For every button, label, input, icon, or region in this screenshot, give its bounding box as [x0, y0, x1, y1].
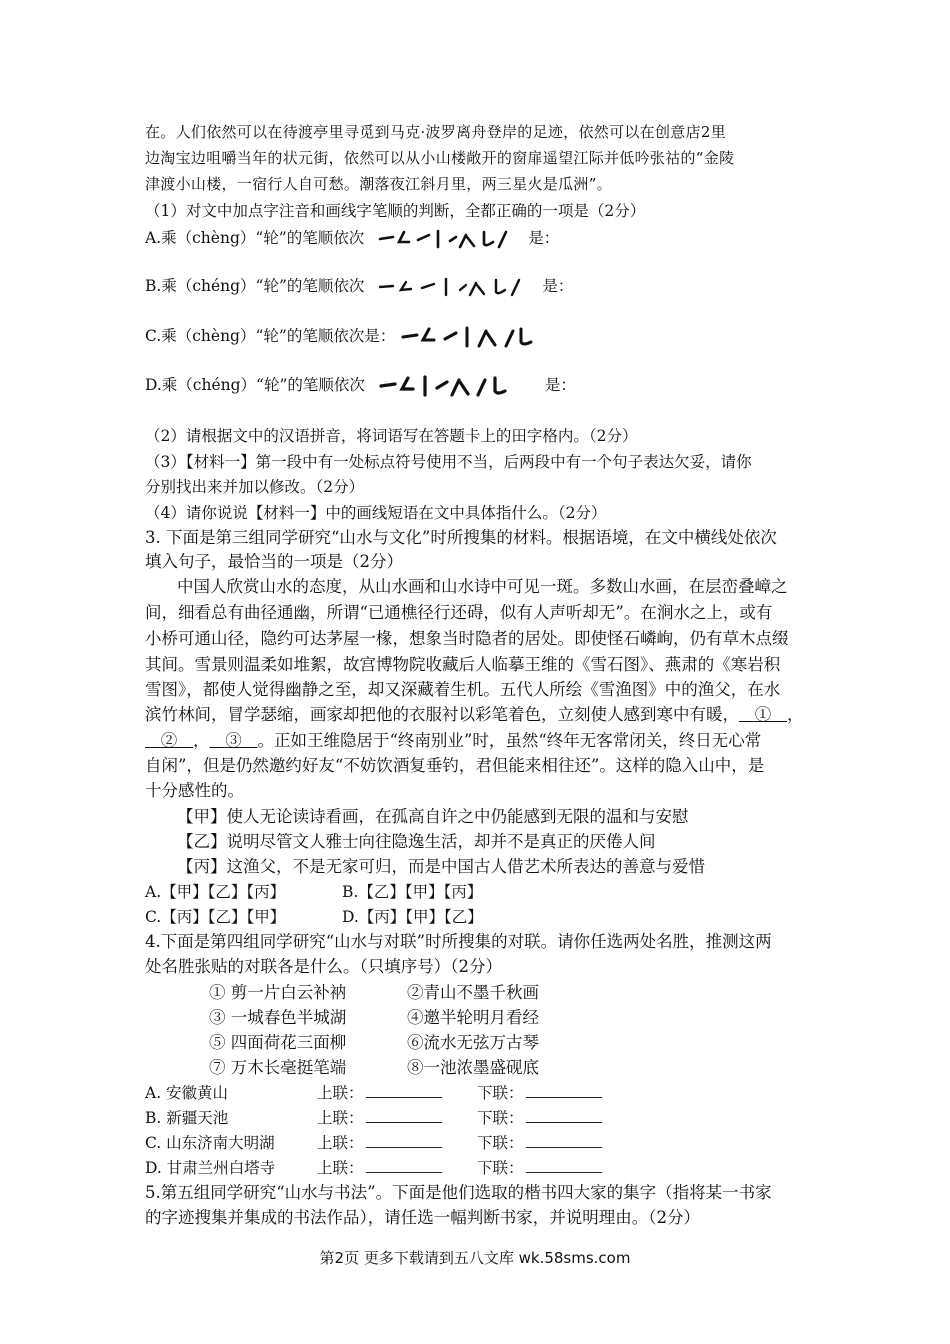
place-name: D. 甘肃兰州白塔寺 [145, 1159, 276, 1177]
place-name: C. 山东济南大明湖 [145, 1134, 275, 1152]
down-label: 下联： [477, 1134, 524, 1152]
choice-yi: 【乙】说明尽管文人雅士向往隐逸生活，却并不是真正的厌倦人间 [177, 832, 656, 851]
down-label: 下联： [477, 1084, 524, 1102]
option-text: D.乘（chéng）“轮”的笔顺依次 [145, 376, 365, 394]
place-name: B. 新疆天池 [145, 1109, 229, 1127]
couplet-item: ④邀半轮明月看经 [407, 1008, 539, 1027]
stroke-order-image [379, 374, 531, 398]
q1-option-a [145, 228, 559, 250]
place-row [145, 1083, 602, 1103]
section3-paragraph: 十分感性的。 [145, 781, 244, 800]
choice-bing: 【丙】这渔父，不是无家可归，而是中国古人借艺术所表达的善意与爱惜 [177, 857, 705, 876]
passage-line: 边淘宝边咀嚼当年的状元街，依然可以从小山楼敞开的窗扉遥望江际并低吟张祜的“金陵 [145, 149, 735, 167]
up-label: 上联： [317, 1084, 364, 1102]
option-tail: 是： [528, 229, 560, 247]
up-label: 上联： [317, 1109, 364, 1127]
section3-paragraph: 中国人欣赏山水的态度，从山水画和山水诗中可见一斑。多数山水画，在层峦叠嶂之 [177, 577, 788, 596]
section3-option-row [145, 882, 482, 902]
passage-line: 津渡小山楼，一宿行人自可愁。潮落夜江斜月里，两三星火是瓜洲”。 [145, 175, 612, 193]
q2-stem: （2）请根据文中的汉语拼音，将词语写在答题卡上的田字格内。（2分） [145, 427, 638, 445]
couplet-item: ③ 一城春色半城湖 [209, 1008, 347, 1027]
section3-stem: 填入句子，最恰当的一项是（2分） [145, 552, 403, 571]
paragraph-text: ， [193, 731, 210, 750]
q3-stem-line: （3）【材料一】第一段中有一处标点符号使用不当，后两段中有一个句子表达欠妥，请你 [145, 453, 752, 471]
down-label: 下联： [477, 1109, 524, 1127]
section3-paragraph: 小桥可通山径，隐约可达茅屋一椽，想象当时隐者的居处。即使怪石嶙峋，仍有草木点缀 [145, 629, 789, 648]
section3-option-row [145, 907, 483, 927]
q1-option-c [145, 325, 575, 349]
blank-3 [210, 731, 258, 750]
option-tail: 是： [544, 376, 576, 394]
couplet-item: ⑧一池浓墨盛砚底 [407, 1058, 539, 1077]
page-footer: 第2页 更多下载请到五八文库 wk.58sms.com [319, 1249, 631, 1267]
down-answer-blank[interactable] [526, 1133, 602, 1148]
section3-stem: 3. 下面是第三组同学研究“山水与文化”时所搜集的材料。根据语境，在文中横线处依次 [145, 528, 777, 547]
down-answer-blank[interactable] [526, 1083, 602, 1098]
place-row [145, 1108, 602, 1128]
q1-stem: （1）对文中加点字注音和画线字笔顺的判断，全都正确的一项是（2分） [145, 202, 646, 220]
stroke-order-image [378, 276, 528, 298]
couplet-row [209, 1058, 539, 1078]
choice-jia: 【甲】使人无论读诗看画，在孤高自许之中仍能感到无限的温和与安慰 [177, 807, 689, 826]
blank-number: ② [160, 731, 178, 750]
option-c: C.【丙】【乙】【甲】 [145, 908, 286, 926]
option-d: D.【丙】【甲】【乙】 [342, 908, 483, 926]
q4-stem: （4）请你说说【材料一】中的画线短语在文中具体指什么。（2分） [145, 504, 607, 522]
couplet-item: ⑥流水无弦万古琴 [407, 1033, 539, 1052]
option-text: A.乘（chèng）“轮”的笔顺依次 [145, 229, 365, 247]
option-text: B.乘（chéng）“轮”的笔顺依次 [145, 277, 365, 295]
up-answer-blank[interactable] [366, 1108, 442, 1123]
option-text: C.乘（chèng）“轮”的笔顺依次是： [145, 327, 396, 345]
up-answer-blank[interactable] [366, 1158, 442, 1173]
place-name: A. 安徽黄山 [145, 1084, 229, 1102]
section5-stem: 5.第五组同学研究“山水与书法”。下面是他们选取的楷书四大家的集字（指将某一书家 [145, 1183, 772, 1202]
couplet-item: ① 剪一片白云补衲 [209, 983, 347, 1002]
option-tail: 是： [542, 277, 574, 295]
option-a: A.【甲】【乙】【丙】 [145, 883, 286, 901]
couplet-row [209, 1008, 539, 1028]
q1-option-b [145, 276, 573, 298]
blank-2 [145, 731, 193, 750]
section3-paragraph [145, 731, 761, 751]
section3-paragraph [145, 705, 804, 725]
section3-paragraph: 雪图》，都使人觉得幽静之至，却又深藏着生机。五代人所绘《雪渔图》中的渔父，在水 [145, 680, 781, 699]
place-row [145, 1158, 602, 1178]
down-answer-blank[interactable] [526, 1108, 602, 1123]
down-label: 下联： [477, 1159, 524, 1177]
option-b: B.【乙】【甲】【丙】 [342, 883, 483, 901]
section3-paragraph: 间，细看总有曲径通幽，所谓“已通樵径行还碍，似有人声听却无”。在涧水之上，或有 [145, 603, 773, 622]
couplet-row [209, 1033, 539, 1053]
place-row [145, 1133, 602, 1153]
up-label: 上联： [317, 1134, 364, 1152]
couplet-item: ⑦ 万木长毫挺笔端 [209, 1058, 347, 1077]
section4-stem: 4.下面是第四组同学研究“山水与对联”时所搜集的对联。请你任选两处名胜，推测这两 [145, 932, 772, 951]
section4-stem: 处名胜张贴的对联各是什么。（只填序号）（2分） [145, 957, 502, 976]
stroke-order-image [378, 228, 514, 250]
passage-line: 在。人们依然可以在待渡亭里寻觅到马克·波罗离舟登岸的足迹，依然可以在创意店2里 [145, 123, 727, 141]
couplet-row [209, 983, 539, 1003]
up-answer-blank[interactable] [366, 1133, 442, 1148]
stroke-order-image [401, 325, 561, 349]
section3-paragraph: 自闲”，但是仍然邀约好友“不妨饮酒复垂钓，君但能来相往还”。这样的隐入山中，是 [145, 756, 765, 775]
up-label: 上联： [317, 1159, 364, 1177]
blank-number: ① [754, 705, 772, 724]
paragraph-text: 。正如王维隐居于“终南别业”时，虽然“终年无客常闭关，终日无心常 [257, 731, 762, 750]
paragraph-text: 滨竹林间，冒学瑟缩，画家却把他的衣服衬以彩笔着色，立刻使人感到寒中有暖， [145, 705, 739, 724]
section5-stem: 的字迹搜集并集成的书法作品），请任选一幅判断书家，并说明理由。（2分） [145, 1208, 700, 1227]
q3-stem-line: 分别找出来并加以修改。（2分） [145, 478, 365, 496]
paragraph-text: ， [787, 705, 804, 724]
down-answer-blank[interactable] [526, 1158, 602, 1173]
up-answer-blank[interactable] [366, 1083, 442, 1098]
q1-option-d [145, 374, 576, 398]
section3-paragraph: 其间。雪景则温柔如堆絮，故宫博物院收藏后人临摹王维的《雪石图》、燕肃的《寒岩积 [145, 655, 781, 674]
blank-number: ③ [225, 731, 242, 750]
couplet-item: ⑤ 四面荷花三面柳 [209, 1033, 347, 1052]
couplet-item: ②青山不墨千秋画 [407, 983, 539, 1002]
blank-1 [739, 705, 787, 724]
